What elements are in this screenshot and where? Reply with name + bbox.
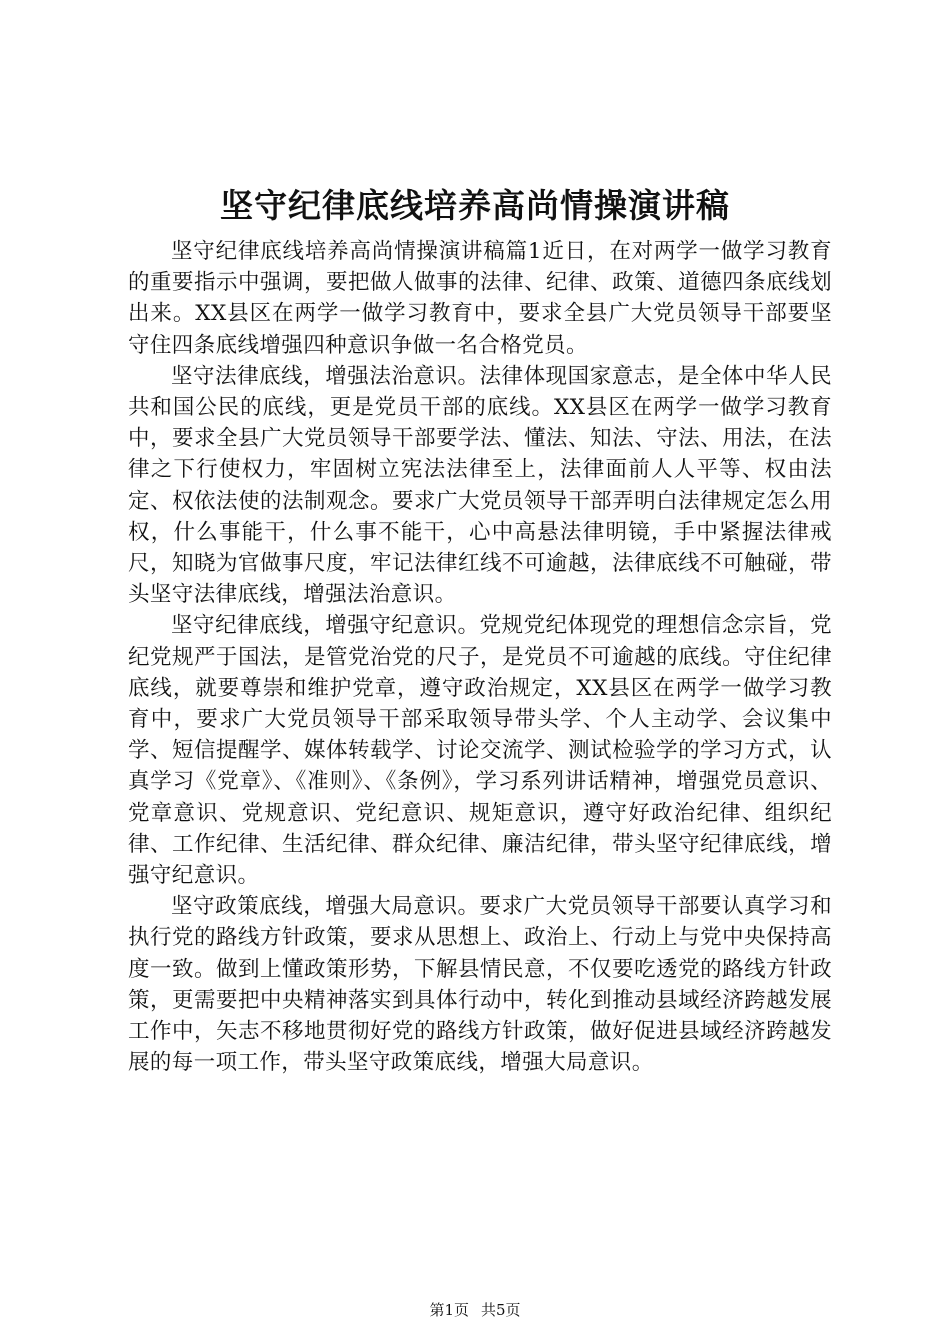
- paragraph: 坚守纪律底线培养高尚情操演讲稿篇1近日，在对两学一做学习教育的重要指示中强调，要把做人做事的法律、纪律、政策、道德四条底线划出来。XX县区在两学一做学习教育中，要求全县广大党员领导干部要坚守住四条底线增强四种意识争做一名合格党员。: [128, 239, 832, 358]
- paragraph: 坚守政策底线，增强大局意识。要求广大党员领导干部要认真学习和执行党的路线方针政策，要求从思想上、政治上、行动上与党中央保持高度一致。做到上懂政策形势，下解县情民意，不仅要吃透党的路线方针政策，更需要把中央精神落实到具体行动中，转化到推动县域经济跨越发展工作中，矢志不移地贯彻好党的路线方针政策，做好促进县域经济跨越发展的每一项工作，带头坚守政策底线，增强大局意识。: [128, 894, 832, 1076]
- page-number: 第1页: [429, 1301, 469, 1319]
- page-footer: [0, 1300, 950, 1320]
- page-title: 坚守纪律底线培养高尚情操演讲稿: [220, 186, 730, 225]
- paragraph: 坚守法律底线，增强法治意识。法律体现国家意志，是全体中华人民共和国公民的底线，更是党员干部的底线。XX县区在两学一做学习教育中，要求全县广大党员领导干部要学法、懂法、知法、守法、用法，在法律之下行使权力，牢固树立宪法法律至上，法律面前人人平等、权由法定、权依法使的法制观念。要求广大党员领导干部弄明白法律规定怎么用权，什么事能干，什么事不能干，心中高悬法律明镜，手中紧握法律戒尺，知晓为官做事尺度，牢记法律红线不可逾越，法律底线不可触碰，带头坚守法律底线，增强法治意识。: [128, 363, 832, 608]
- document-body: [128, 236, 832, 1078]
- paragraph: 坚守纪律底线，增强守纪意识。党规党纪体现党的理想信念宗旨，党纪党规严于国法，是管党治党的尺子，是党员不可逾越的底线。守住纪律底线，就要尊崇和维护党章，遵守政治规定，XX县区在两学一做学习教育中，要求广大党员领导干部采取领导带头学、个人主动学、会议集中学、短信提醒学、媒体转载学、讨论交流学、测试检验学的学习方式，认真学习《党章》、《准则》、《条例》，学习系列讲话精神，增强党员意识、党章意识、党规意识、党纪意识、规矩意识，遵守好政治纪律、组织纪律、工作纪律、生活纪律、群众纪律、廉洁纪律，带头坚守纪律底线，增强守纪意识。: [128, 613, 832, 889]
- page-count: 共5页: [481, 1301, 521, 1319]
